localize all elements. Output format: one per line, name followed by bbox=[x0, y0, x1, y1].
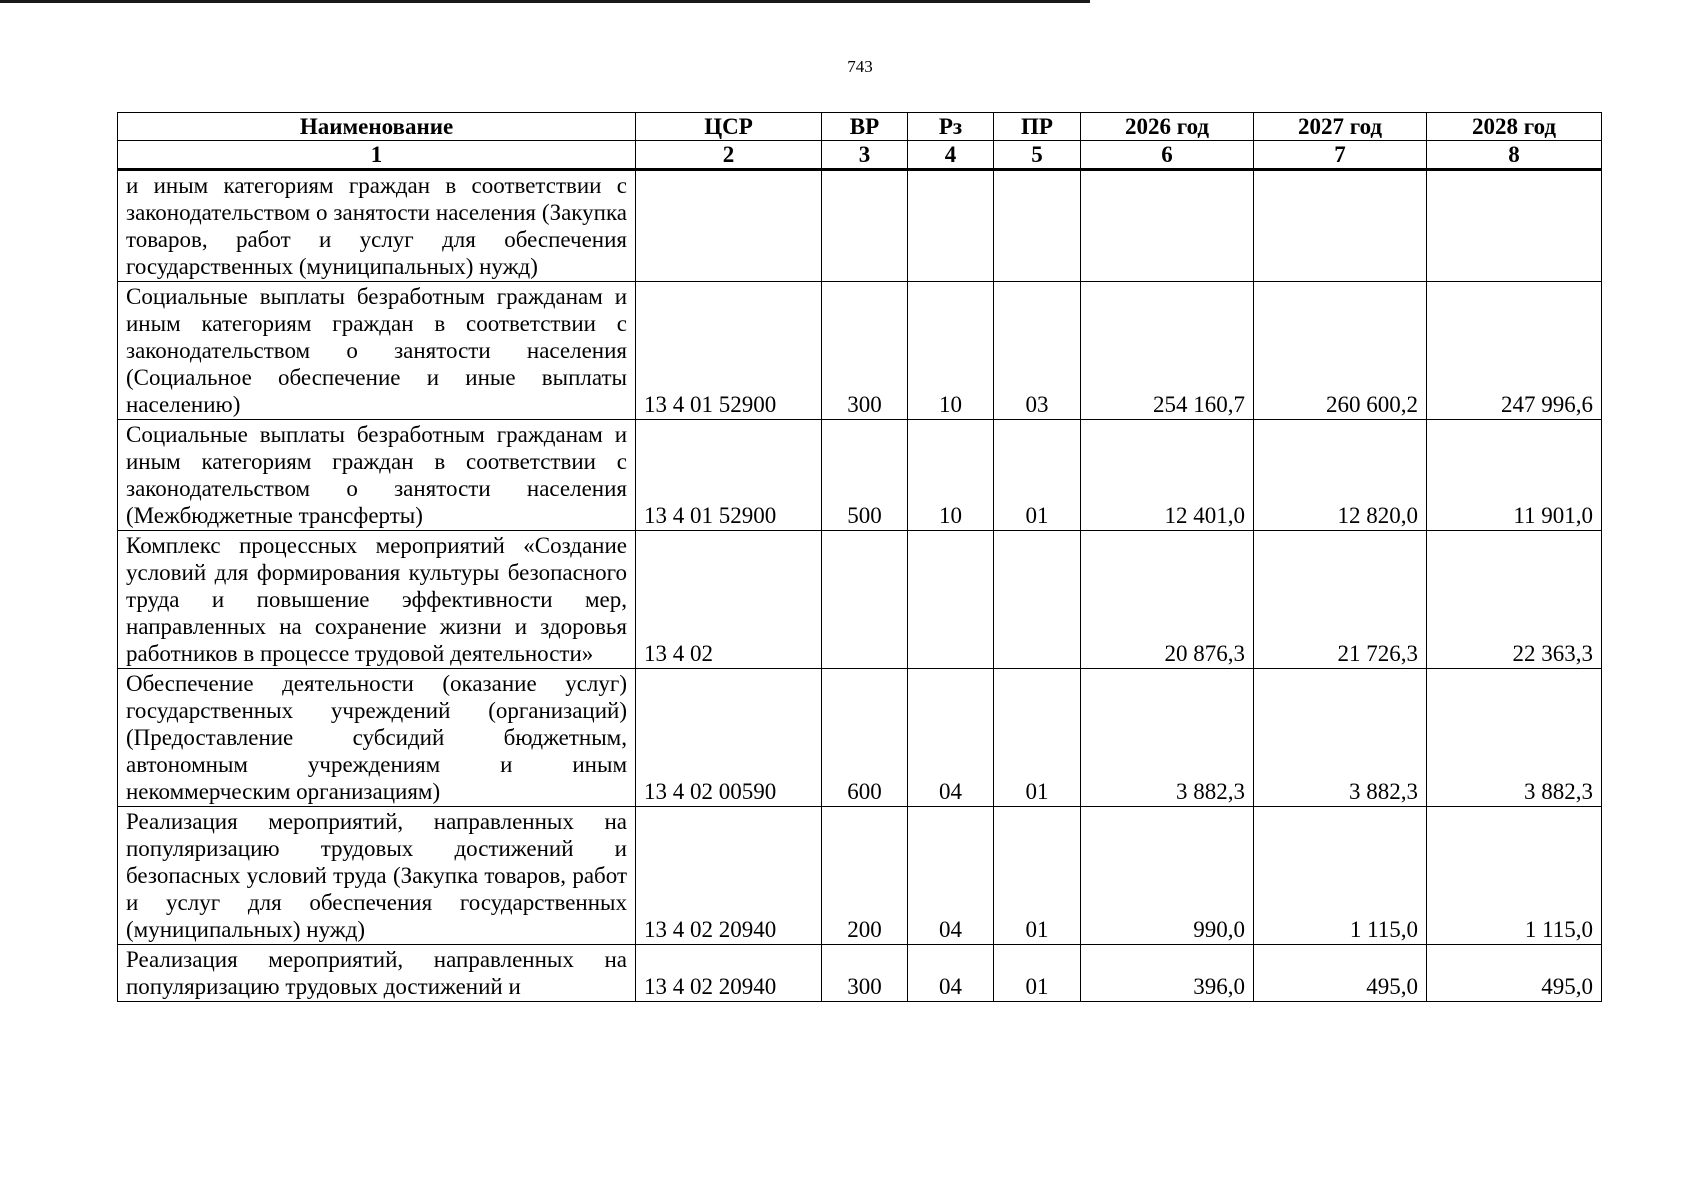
row-vr bbox=[822, 170, 908, 282]
row-2026: 396,0 bbox=[1081, 945, 1254, 1002]
row-2028: 22 363,3 bbox=[1427, 531, 1602, 669]
row-name: Комплекс процессных мероприятий «Создание условий для формирования культуры безопасного труда и повышение эффективности мер, направленных на сохранение жизни и здоровья работников в процессе трудовой деятельности» bbox=[118, 531, 636, 669]
row-csr: 13 4 02 20940 bbox=[636, 807, 822, 945]
row-rz: 10 bbox=[908, 282, 994, 420]
column-number: 5 bbox=[994, 141, 1081, 170]
row-csr: 13 4 01 52900 bbox=[636, 420, 822, 531]
row-pr: 03 bbox=[994, 282, 1081, 420]
row-csr: 13 4 02 00590 bbox=[636, 669, 822, 807]
table-row bbox=[118, 669, 1602, 807]
budget-table bbox=[117, 112, 1602, 1002]
row-2028: 1 115,0 bbox=[1427, 807, 1602, 945]
scan-edge-line bbox=[0, 0, 1090, 3]
column-number: 1 bbox=[118, 141, 636, 170]
header-pr: ПР bbox=[994, 113, 1081, 141]
row-vr: 600 bbox=[822, 669, 908, 807]
column-number: 2 bbox=[636, 141, 822, 170]
row-2028 bbox=[1427, 170, 1602, 282]
header-2027: 2027 год bbox=[1254, 113, 1427, 141]
row-name: Социальные выплаты безработным гражданам и иным категориям граждан в соответствии с законодательством о занятости населения (Межбюджетные трансферты) bbox=[118, 420, 636, 531]
header-vr: ВР bbox=[822, 113, 908, 141]
header-rz: Рз bbox=[908, 113, 994, 141]
table-row bbox=[118, 807, 1602, 945]
row-pr: 01 bbox=[994, 669, 1081, 807]
row-pr: 01 bbox=[994, 420, 1081, 531]
header-2028: 2028 год bbox=[1427, 113, 1602, 141]
row-name: Социальные выплаты безработным гражданам и иным категориям граждан в соответствии с законодательством о занятости населения (Социальное обеспечение и иные выплаты населению) bbox=[118, 282, 636, 420]
row-2026: 990,0 bbox=[1081, 807, 1254, 945]
row-rz: 04 bbox=[908, 669, 994, 807]
row-rz: 04 bbox=[908, 807, 994, 945]
row-2027: 260 600,2 bbox=[1254, 282, 1427, 420]
row-rz: 04 bbox=[908, 945, 994, 1002]
page-number: 743 bbox=[847, 57, 873, 76]
row-2028: 247 996,6 bbox=[1427, 282, 1602, 420]
header-2026: 2026 год bbox=[1081, 113, 1254, 141]
row-2026 bbox=[1081, 170, 1254, 282]
row-name: Обеспечение деятельности (оказание услуг) государственных учреждений (организаций) (Предоставление субсидий бюджетным, автономным учреждениям и иным некоммерческим организациям) bbox=[118, 669, 636, 807]
row-pr bbox=[994, 170, 1081, 282]
column-number: 3 bbox=[822, 141, 908, 170]
row-vr: 500 bbox=[822, 420, 908, 531]
row-2028: 3 882,3 bbox=[1427, 669, 1602, 807]
column-number-row bbox=[118, 141, 1602, 170]
row-name: Реализация мероприятий, направленных на популяризацию трудовых достижений и bbox=[118, 945, 636, 1002]
row-2026: 254 160,7 bbox=[1081, 282, 1254, 420]
row-2028: 11 901,0 bbox=[1427, 420, 1602, 531]
row-csr: 13 4 02 bbox=[636, 531, 822, 669]
table-row bbox=[118, 531, 1602, 669]
column-number: 8 bbox=[1427, 141, 1602, 170]
column-number: 6 bbox=[1081, 141, 1254, 170]
header-name: Наименование bbox=[118, 113, 636, 141]
row-rz bbox=[908, 170, 994, 282]
row-pr: 01 bbox=[994, 807, 1081, 945]
row-name: и иным категориям граждан в соответствии с законодательством о занятости населения (Закупка товаров, работ и услуг для обеспечения государственных (муниципальных) нужд) bbox=[118, 170, 636, 282]
row-2027: 1 115,0 bbox=[1254, 807, 1427, 945]
row-pr: 01 bbox=[994, 945, 1081, 1002]
row-rz bbox=[908, 531, 994, 669]
row-2028: 495,0 bbox=[1427, 945, 1602, 1002]
row-2027: 3 882,3 bbox=[1254, 669, 1427, 807]
row-2026: 20 876,3 bbox=[1081, 531, 1254, 669]
header-csr: ЦСР bbox=[636, 113, 822, 141]
row-csr: 13 4 01 52900 bbox=[636, 282, 822, 420]
row-vr bbox=[822, 531, 908, 669]
row-rz: 10 bbox=[908, 420, 994, 531]
row-vr: 300 bbox=[822, 282, 908, 420]
table-row bbox=[118, 282, 1602, 420]
row-name: Реализация мероприятий, направленных на популяризацию трудовых достижений и безопасных условий труда (Закупка товаров, работ и услуг для обеспечения государственных (муниципальных) нужд) bbox=[118, 807, 636, 945]
row-vr: 200 bbox=[822, 807, 908, 945]
row-2027: 21 726,3 bbox=[1254, 531, 1427, 669]
column-number: 7 bbox=[1254, 141, 1427, 170]
column-number: 4 bbox=[908, 141, 994, 170]
table-row bbox=[118, 170, 1602, 282]
table-row bbox=[118, 945, 1602, 1002]
row-pr bbox=[994, 531, 1081, 669]
row-2027: 12 820,0 bbox=[1254, 420, 1427, 531]
row-2027 bbox=[1254, 170, 1427, 282]
header-row bbox=[118, 113, 1602, 141]
row-2026: 12 401,0 bbox=[1081, 420, 1254, 531]
row-vr: 300 bbox=[822, 945, 908, 1002]
row-csr: 13 4 02 20940 bbox=[636, 945, 822, 1002]
row-2026: 3 882,3 bbox=[1081, 669, 1254, 807]
row-2027: 495,0 bbox=[1254, 945, 1427, 1002]
table-row bbox=[118, 420, 1602, 531]
row-csr bbox=[636, 170, 822, 282]
